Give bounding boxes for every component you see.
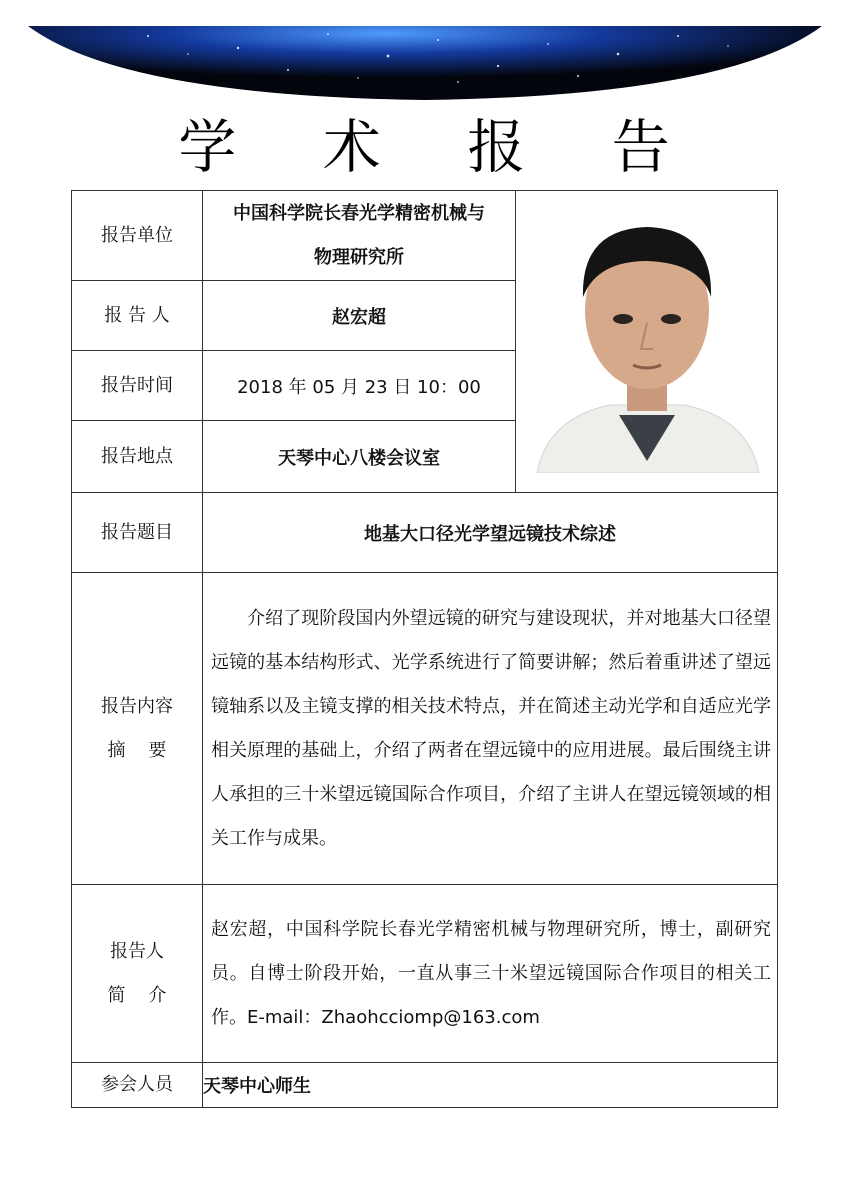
- abstract-cell: [203, 573, 778, 885]
- abstract-label: [72, 573, 203, 885]
- speaker-photo: [523, 211, 771, 473]
- bio-label-line1: 报告人: [110, 940, 164, 962]
- speaker-value: 赵宏超: [203, 281, 516, 351]
- abstract-label-line2: 摘 要: [107, 739, 167, 761]
- time-label: 报告时间: [72, 351, 203, 421]
- unit-value-line1: 中国科学院长春光学精密机械与: [233, 202, 485, 224]
- bio-label-line2: 简 介: [107, 984, 167, 1006]
- place-label: 报告地点: [72, 421, 203, 493]
- starfield-banner: [28, 26, 822, 100]
- time-value: 2018 年 05 月 23 日 10：00: [203, 351, 516, 421]
- unit-value-line2: 物理研究所: [314, 246, 404, 268]
- topic-label: 报告题目: [72, 493, 203, 573]
- report-info-table: [71, 190, 778, 1108]
- bio-cell: [203, 885, 778, 1063]
- unit-value: [203, 191, 516, 281]
- attendees-label: 参会人员: [72, 1063, 203, 1108]
- place-value: 天琴中心八楼会议室: [203, 421, 516, 493]
- speaker-photo-cell: [516, 191, 778, 493]
- bio-text: 赵宏超，中国科学院长春光学精密机械与物理研究所，博士，副研究员。自博士阶段开始，一直从事三十米望远镜国际合作项目的相关工作。E-mail：Zhaohcciomp@163.com: [211, 918, 771, 1028]
- speaker-label: 报 告 人: [72, 281, 203, 351]
- abstract-label-line1: 报告内容: [101, 695, 173, 717]
- bio-label: [72, 885, 203, 1063]
- abstract-text: 介绍了现阶段国内外望远镜的研究与建设现状，并对地基大口径望远镜的基本结构形式、光学系统进行了简要讲解；然后着重讲述了望远镜轴系以及主镜支撑的相关技术特点，并在简述主动光学和自适应光学相关原理的基础上，介绍了两者在望远镜中的应用进展。最后围绕主讲人承担的三十米望远镜国际合作项目，介绍了主讲人在望远镜领域的相关工作与成果。: [211, 607, 771, 849]
- page-title: 学 术 报 告: [178, 113, 704, 181]
- unit-label: 报告单位: [72, 191, 203, 281]
- attendees-value: 天琴中心师生: [203, 1063, 778, 1108]
- topic-value: 地基大口径光学望远镜技术综述: [203, 493, 778, 573]
